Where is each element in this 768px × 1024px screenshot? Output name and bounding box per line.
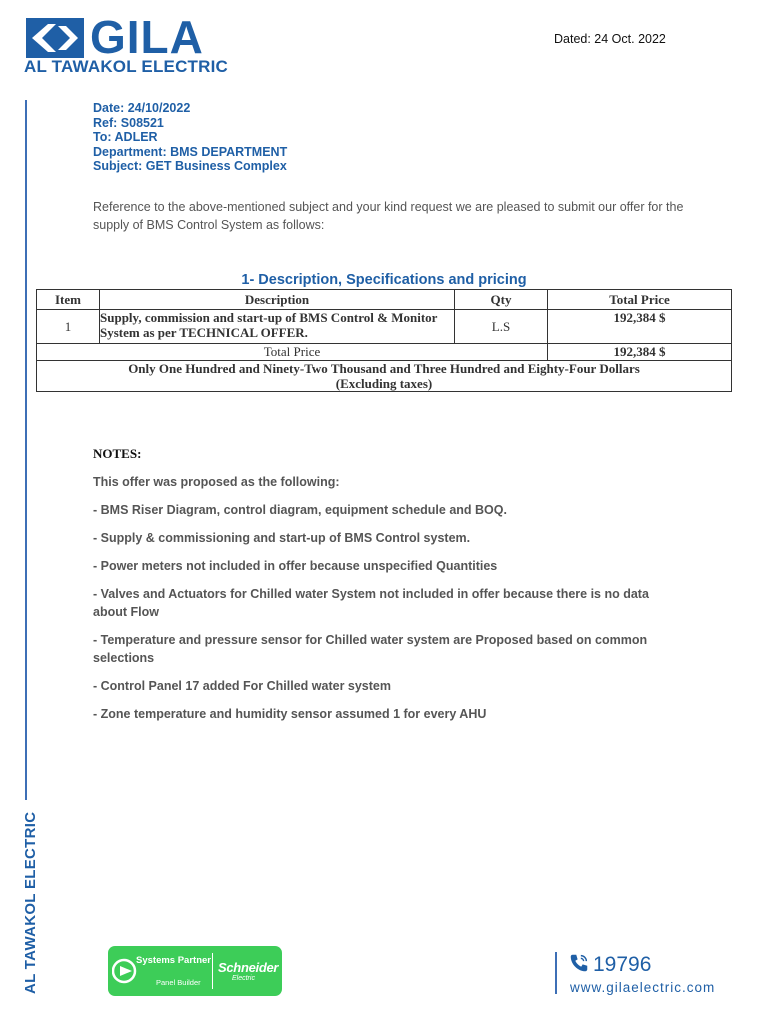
header-description: Description xyxy=(100,290,455,310)
header-qty: Qty xyxy=(455,290,548,310)
cell-qty: L.S xyxy=(455,310,548,344)
website-link[interactable]: www.gilaelectric.com xyxy=(570,980,716,995)
cell-description: Supply, commission and start-up of BMS Control & Monitor System as per TECHNICAL OFFER. xyxy=(100,310,455,344)
dated-line: Dated: 24 Oct. 2022 xyxy=(554,32,666,46)
phone-number: 19796 xyxy=(593,953,652,976)
header-info xyxy=(93,101,287,174)
amount-words: Only One Hundred and Ninety-Two Thousand and Three Hundred and Eighty-Four Dollars xyxy=(128,361,640,376)
total-value: 192,384 $ xyxy=(548,344,732,361)
amount-words-row xyxy=(37,361,732,392)
vertical-rule xyxy=(25,100,27,800)
cell-total-price: 192,384 $ xyxy=(548,310,732,344)
partner-brand: Schneider xyxy=(218,960,279,975)
note-item: - Temperature and pressure sensor for Chilled water system are Proposed based on common selections xyxy=(93,633,648,665)
note-item: - BMS Riser Diagram, control diagram, equipment schedule and BOQ. xyxy=(93,503,507,517)
logo-subtitle: AL TAWAKOL ELECTRIC xyxy=(24,57,229,76)
total-row xyxy=(37,344,732,361)
table-row xyxy=(37,310,732,344)
department-line: Department: BMS DEPARTMENT xyxy=(93,144,288,159)
partner-brand-sub: Electric xyxy=(232,975,255,982)
gila-logo-icon xyxy=(26,18,84,58)
notes-list xyxy=(93,473,683,733)
amount-words-cell xyxy=(37,361,732,392)
schneider-partner-badge xyxy=(108,946,282,996)
company-logo xyxy=(24,11,229,76)
partner-line2: Panel Builder xyxy=(156,978,201,987)
header-total-price: Total Price xyxy=(548,290,732,310)
table-header-row xyxy=(37,290,732,310)
logo-name: GILA xyxy=(90,11,204,63)
note-item: - Power meters not included in offer because unspecified Quantities xyxy=(93,559,498,573)
tax-note: (Excluding taxes) xyxy=(335,376,433,391)
pricing-table xyxy=(36,289,732,392)
footer-divider xyxy=(555,952,557,994)
intro-paragraph: Reference to the above-mentioned subject and your kind request we are pleased to submit our offer for the supply of BMS Control System as follows: xyxy=(93,200,684,232)
partner-divider xyxy=(212,953,213,989)
header-item: Item xyxy=(37,290,100,310)
total-label: Total Price xyxy=(37,344,548,361)
phone-contact xyxy=(568,952,651,977)
to-line: To: ADLER xyxy=(93,130,158,145)
phone-icon xyxy=(568,952,590,974)
note-item: - Valves and Actuators for Chilled water System not included in offer because there is no data about Flow xyxy=(93,587,649,619)
ref-line: Ref: S08521 xyxy=(93,115,164,130)
subject-line: Subject: GET Business Complex xyxy=(93,159,287,174)
date-line: Date: 24/10/2022 xyxy=(93,101,191,115)
partner-line1: Systems Partner xyxy=(136,955,211,966)
vertical-company-name: AL TAWAKOL ELECTRIC xyxy=(22,811,39,994)
note-item: This offer was proposed as the following: xyxy=(93,475,340,489)
note-item: - Supply & commissioning and start-up of BMS Control system. xyxy=(93,531,471,545)
notes-title: NOTES: xyxy=(93,446,142,461)
note-item: - Zone temperature and humidity sensor assumed 1 for every AHU xyxy=(93,707,487,721)
section-title: 1- Description, Specifications and pricing xyxy=(241,272,527,288)
note-item: - Control Panel 17 added For Chilled water system xyxy=(93,679,391,693)
cell-item: 1 xyxy=(37,310,100,344)
